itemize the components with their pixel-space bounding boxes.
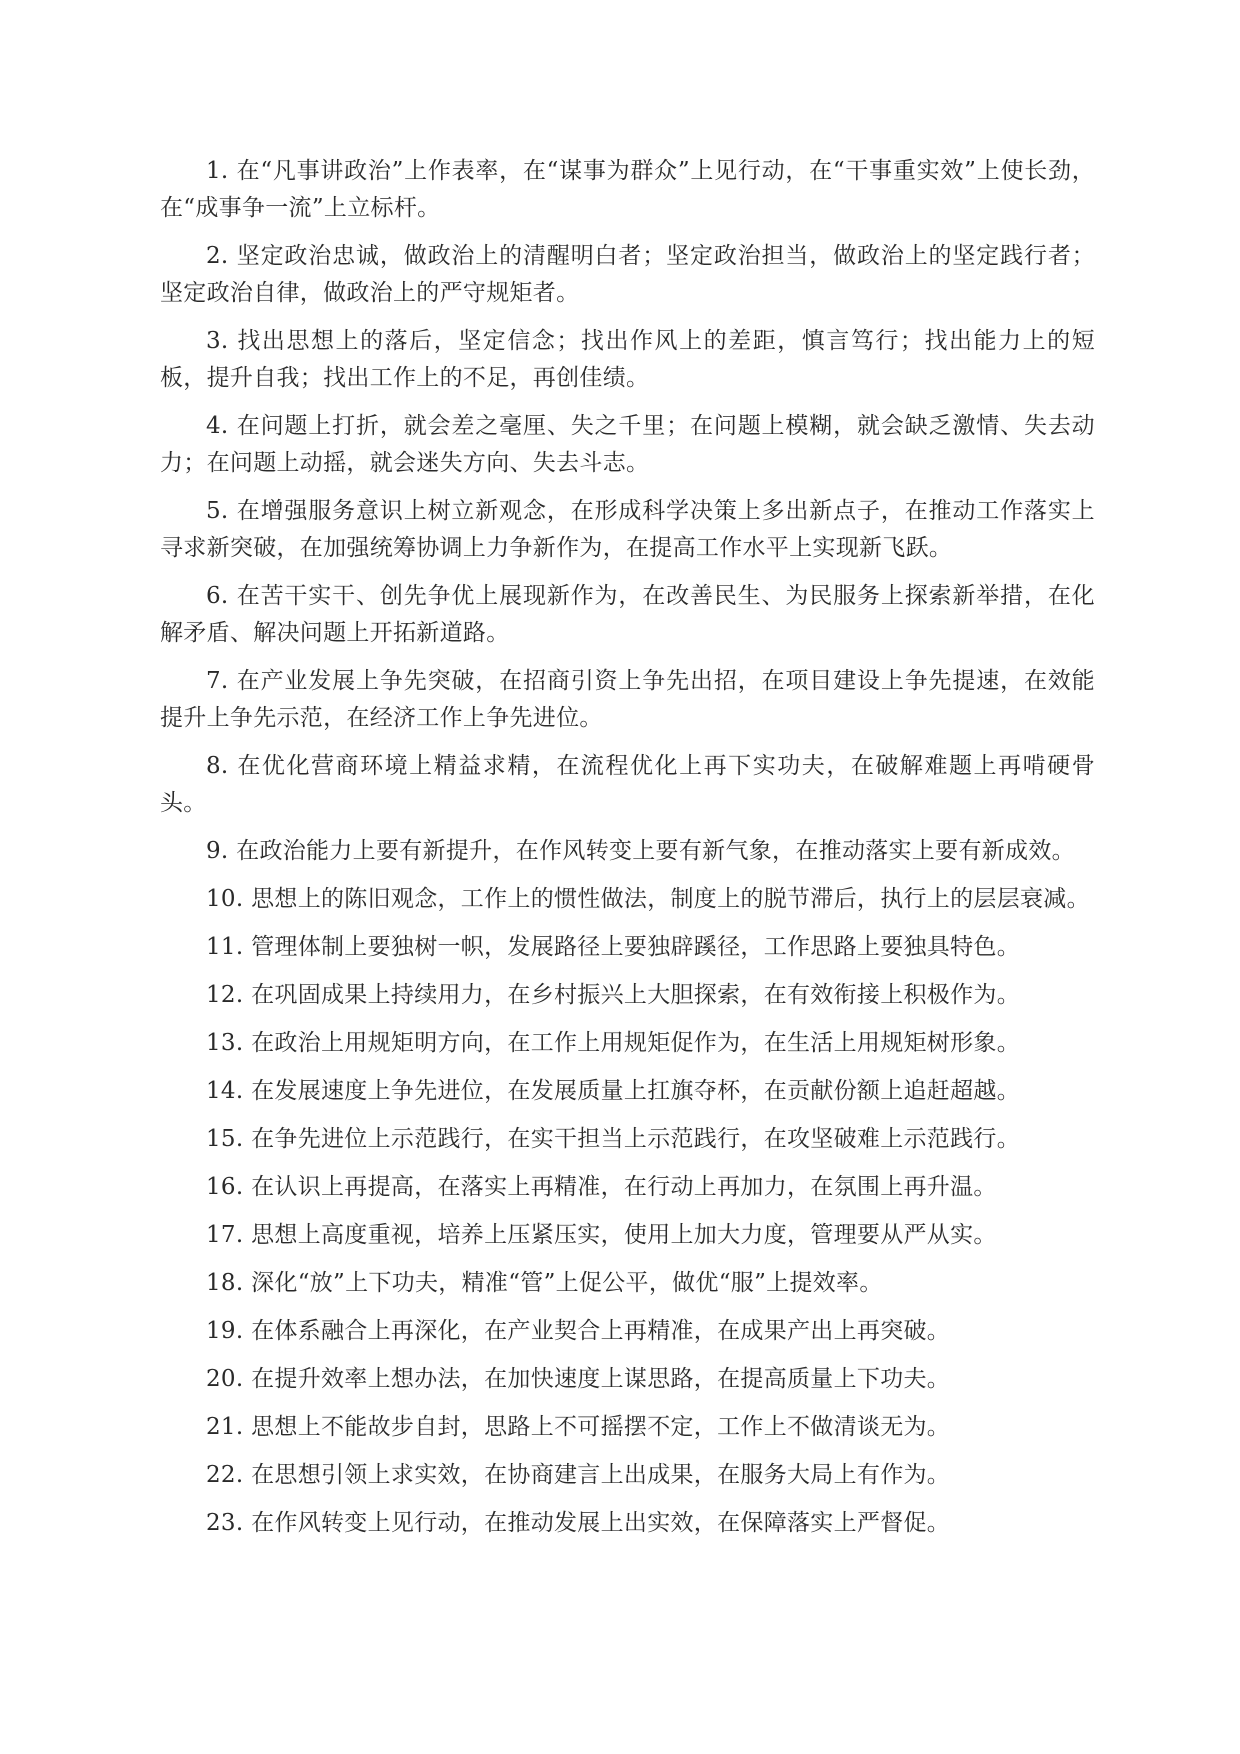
list-item-23: 23. 在作风转变上见行动，在推动发展上出实效，在保障落实上严督促。 bbox=[206, 1510, 951, 1536]
list-item-13: 13. 在政治上用规矩明方向，在工作上用规矩促作为，在生活上用规矩树形象。 bbox=[206, 1030, 1020, 1056]
list-item-21: 21. 思想上不能故步自封，思路上不可摇摆不定，工作上不做清谈无为。 bbox=[206, 1414, 951, 1440]
list-item-14: 14. 在发展速度上争先进位，在发展质量上扛旗夺杯，在贡献份额上追赶超越。 bbox=[206, 1078, 1020, 1104]
document-body bbox=[160, 153, 1095, 1553]
list-item-3: 3. 找出思想上的落后，坚定信念；找出作风上的差距，慎言笃行；找出能力上的短板，提升自我；找出工作上的不足，再创佳绩。 bbox=[160, 328, 1095, 391]
list-item-2: 2. 坚定政治忠诚，做政治上的清醒明白者；坚定政治担当，做政治上的坚定践行者；坚定政治自律，做政治上的严守规矩者。 bbox=[160, 243, 1095, 306]
list-item-7: 7. 在产业发展上争先突破，在招商引资上争先出招，在项目建设上争先提速，在效能提升上争先示范，在经济工作上争先进位。 bbox=[160, 668, 1095, 731]
list-item-15: 15. 在争先进位上示范践行，在实干担当上示范践行，在攻坚破难上示范践行。 bbox=[206, 1126, 1020, 1152]
list-item-11: 11. 管理体制上要独树一帜，发展路径上要独辟蹊径，工作思路上要独具特色。 bbox=[206, 934, 1020, 960]
list-item-6: 6. 在苦干实干、创先争优上展现新作为，在改善民生、为民服务上探索新举措，在化解矛盾、解决问题上开拓新道路。 bbox=[160, 583, 1095, 646]
list-item-10: 10. 思想上的陈旧观念，工作上的惯性做法，制度上的脱节滞后，执行上的层层衰减。 bbox=[206, 886, 1090, 912]
list-item-19: 19. 在体系融合上再深化，在产业契合上再精准，在成果产出上再突破。 bbox=[206, 1318, 951, 1344]
list-item-1: 1. 在“凡事讲政治”上作表率，在“谋事为群众”上见行动，在“干事重实效”上使长劲，在“成事争一流”上立标杆。 bbox=[160, 158, 1095, 221]
list-item-12: 12. 在巩固成果上持续用力，在乡村振兴上大胆探索，在有效衔接上积极作为。 bbox=[206, 982, 1020, 1008]
list-item-9: 9. 在政治能力上要有新提升，在作风转变上要有新气象，在推动落实上要有新成效。 bbox=[206, 838, 1075, 864]
list-item-8: 8. 在优化营商环境上精益求精，在流程优化上再下实功夫，在破解难题上再啃硬骨头。 bbox=[160, 753, 1095, 816]
list-item-16: 16. 在认识上再提高，在落实上再精准，在行动上再加力，在氛围上再升温。 bbox=[206, 1174, 997, 1200]
list-item-20: 20. 在提升效率上想办法，在加快速度上谋思路，在提高质量上下功夫。 bbox=[206, 1366, 951, 1392]
list-item-5: 5. 在增强服务意识上树立新观念，在形成科学决策上多出新点子，在推动工作落实上寻求新突破，在加强统筹协调上力争新作为，在提高工作水平上实现新飞跃。 bbox=[160, 498, 1095, 561]
list-item-17: 17. 思想上高度重视，培养上压紧压实，使用上加大力度，管理要从严从实。 bbox=[206, 1222, 997, 1248]
list-item-18: 18. 深化“放”上下功夫，精准“管”上促公平，做优“服”上提效率。 bbox=[206, 1270, 883, 1296]
list-item-4: 4. 在问题上打折，就会差之毫厘、失之千里；在问题上模糊，就会缺乏激情、失去动力；在问题上动摇，就会迷失方向、失去斗志。 bbox=[160, 413, 1095, 476]
list-item-22: 22. 在思想引领上求实效，在协商建言上出成果，在服务大局上有作为。 bbox=[206, 1462, 951, 1488]
